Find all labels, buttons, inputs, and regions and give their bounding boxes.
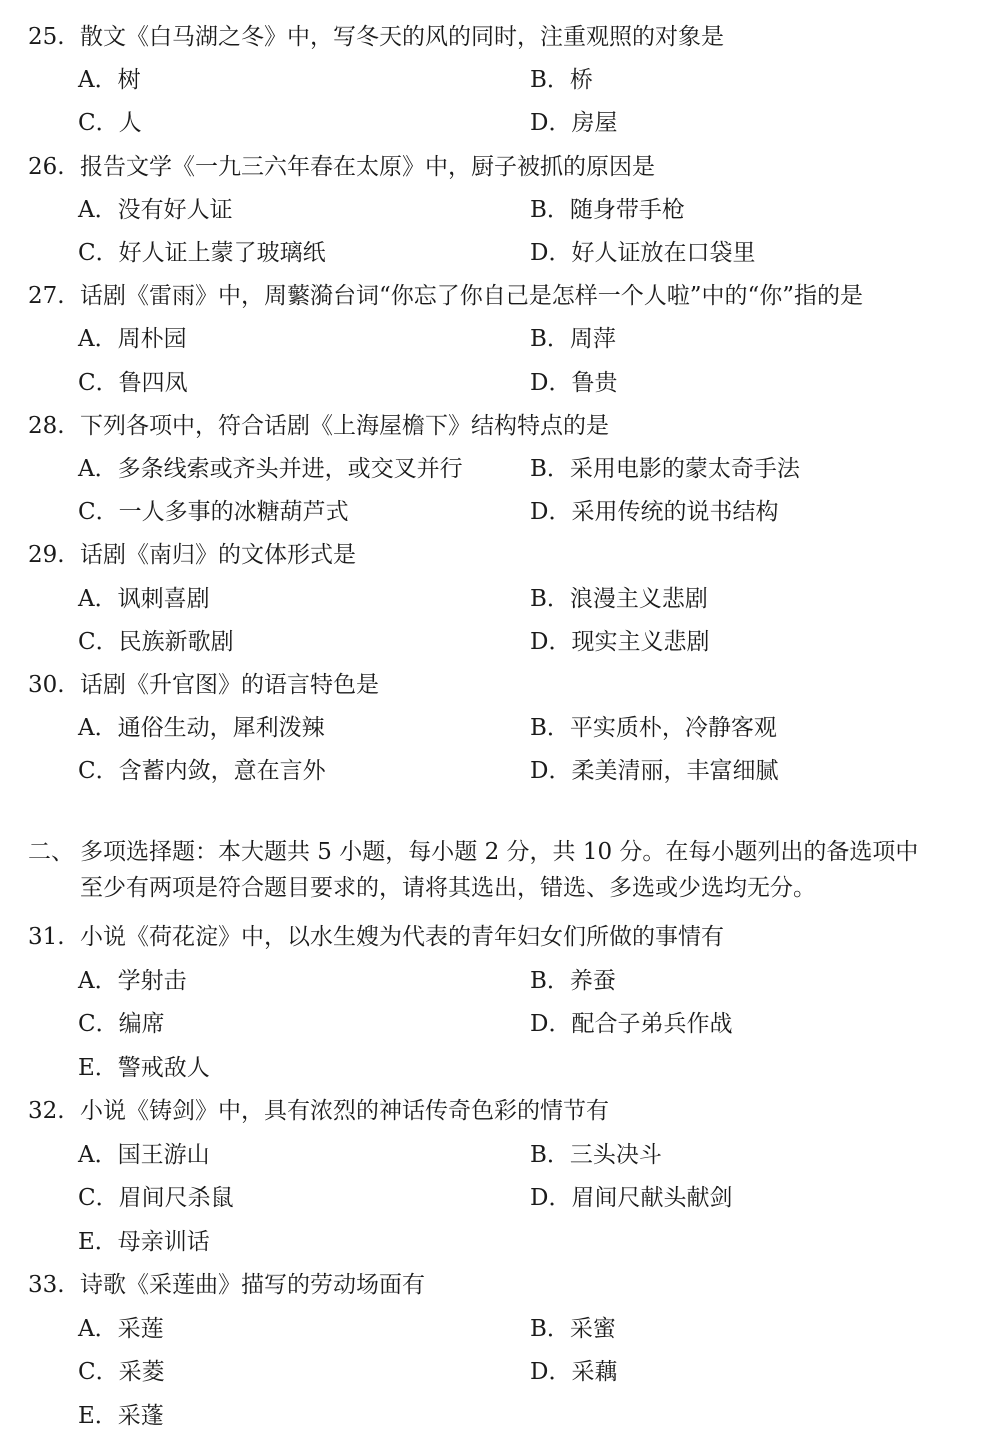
question-number: 25. bbox=[28, 24, 65, 50]
option-text: 人 bbox=[118, 110, 142, 137]
option-d bbox=[530, 103, 617, 143]
option-row bbox=[0, 492, 1003, 532]
option-d bbox=[530, 622, 709, 662]
option-text: 三头决斗 bbox=[569, 1141, 662, 1168]
option-letter: A． bbox=[78, 1141, 118, 1168]
option-d bbox=[530, 492, 778, 532]
question-stem-line bbox=[0, 147, 1003, 187]
option-text: 桥 bbox=[569, 67, 593, 94]
option-d bbox=[530, 1352, 617, 1392]
option-text: 采莲 bbox=[117, 1315, 164, 1342]
question-stem-line bbox=[0, 1265, 1003, 1305]
option-c bbox=[78, 751, 326, 791]
option-text: 好人证放在口袋里 bbox=[571, 240, 756, 266]
question-number: 33. bbox=[28, 1272, 65, 1298]
option-c bbox=[78, 103, 142, 143]
option-letter: D． bbox=[530, 758, 572, 785]
option-a bbox=[78, 60, 141, 100]
option-b bbox=[530, 579, 708, 619]
option-letter: C． bbox=[78, 628, 119, 655]
option-a bbox=[78, 1309, 164, 1349]
option-letter: A． bbox=[78, 715, 118, 742]
option-text: 采蜜 bbox=[569, 1315, 616, 1342]
option-text: 多条线索或齐头并进，或交叉并行 bbox=[117, 456, 463, 482]
option-row bbox=[0, 622, 1003, 662]
option-text: 柔美清丽，丰富细腻 bbox=[571, 758, 779, 785]
option-row bbox=[0, 1222, 1003, 1262]
option-b bbox=[530, 319, 616, 359]
option-text: 鲁四凤 bbox=[118, 369, 188, 396]
option-row bbox=[0, 1309, 1003, 1349]
option-letter: D． bbox=[530, 1359, 572, 1385]
option-letter: E． bbox=[78, 1402, 118, 1429]
option-text: 浪漫主义悲剧 bbox=[569, 585, 708, 612]
option-text: 通俗生动，犀利泼辣 bbox=[117, 715, 325, 742]
option-letter: D． bbox=[530, 110, 572, 137]
option-row bbox=[0, 190, 1003, 230]
option-text: 警戒敌人 bbox=[117, 1054, 210, 1081]
section-heading-line bbox=[0, 868, 1003, 908]
option-letter: C． bbox=[78, 758, 119, 785]
option-letter: D． bbox=[530, 369, 572, 396]
option-row bbox=[0, 751, 1003, 791]
option-b bbox=[530, 961, 616, 1001]
question-stem-line bbox=[0, 17, 1003, 57]
option-letter: A． bbox=[78, 456, 118, 482]
question-number: 29. bbox=[28, 542, 65, 569]
option-d bbox=[530, 751, 778, 791]
option-text: 采菱 bbox=[118, 1359, 165, 1385]
question-stem: 散文《白马湖之冬》中，写冬天的风的同时，注重观照的对象是 bbox=[80, 24, 724, 50]
question-number: 30. bbox=[28, 672, 65, 698]
option-letter: B． bbox=[530, 456, 570, 482]
option-letter: B． bbox=[530, 67, 570, 94]
option-text: 一人多事的冰糖葫芦式 bbox=[118, 499, 349, 526]
option-letter: E． bbox=[78, 1054, 118, 1081]
option-text: 眉间尺杀鼠 bbox=[118, 1185, 234, 1211]
section-instructions: 至少有两项是符合题目要求的，请将其选出，错选、多选或少选均无分。 bbox=[80, 875, 816, 901]
question-stem-line bbox=[0, 535, 1003, 575]
option-c bbox=[78, 1004, 165, 1044]
question-stem: 下列各项中，符合话剧《上海屋檐下》结构特点的是 bbox=[80, 412, 609, 439]
option-text: 采藕 bbox=[571, 1359, 618, 1385]
option-d bbox=[530, 363, 617, 403]
option-letter: B． bbox=[530, 715, 570, 742]
option-letter: C． bbox=[78, 110, 119, 137]
option-a bbox=[78, 1135, 210, 1175]
option-text: 国王游山 bbox=[117, 1141, 210, 1168]
question-stem: 小说《荷花淀》中，以水生嫂为代表的青年妇女们所做的事情有 bbox=[80, 924, 724, 950]
question-stem-line bbox=[0, 276, 1003, 316]
option-letter: C． bbox=[78, 1185, 119, 1211]
option-text: 树 bbox=[117, 67, 141, 94]
option-text: 母亲训话 bbox=[117, 1228, 210, 1255]
option-text: 周朴园 bbox=[117, 326, 187, 353]
option-text: 配合子弟兵作战 bbox=[571, 1011, 733, 1037]
option-a bbox=[78, 579, 210, 619]
option-text: 平实质朴，冷静客观 bbox=[569, 715, 777, 742]
question-stem: 诗歌《采莲曲》描写的劳动场面有 bbox=[80, 1272, 425, 1298]
option-row bbox=[0, 579, 1003, 619]
section-number: 二、 bbox=[28, 839, 74, 865]
option-row bbox=[0, 449, 1003, 489]
option-text: 含蓄内敛，意在言外 bbox=[118, 758, 326, 785]
option-letter: D． bbox=[530, 1011, 572, 1037]
option-text: 养蚕 bbox=[569, 967, 616, 994]
option-letter: A． bbox=[78, 196, 118, 223]
option-letter: A． bbox=[78, 585, 118, 612]
question-stem-line bbox=[0, 917, 1003, 957]
question-number: 26. bbox=[28, 153, 65, 180]
question-number: 31. bbox=[28, 924, 65, 950]
option-letter: C． bbox=[78, 240, 119, 266]
option-letter: D． bbox=[530, 1185, 572, 1211]
option-letter: A． bbox=[78, 1315, 118, 1342]
option-b bbox=[530, 708, 777, 748]
question-number: 27. bbox=[28, 283, 65, 310]
option-row bbox=[0, 708, 1003, 748]
question-stem: 报告文学《一九三六年春在太原》中，厨子被抓的原因是 bbox=[80, 153, 655, 180]
option-row bbox=[0, 1396, 1003, 1436]
option-e bbox=[78, 1222, 210, 1262]
option-text: 房屋 bbox=[571, 110, 618, 137]
option-a bbox=[78, 319, 187, 359]
question-stem: 小说《铸剑》中，具有浓烈的神话传奇色彩的情节有 bbox=[80, 1098, 609, 1124]
option-row bbox=[0, 1352, 1003, 1392]
option-row bbox=[0, 1178, 1003, 1218]
option-letter: C． bbox=[78, 499, 119, 526]
question-stem: 话剧《升官图》的语言特色是 bbox=[80, 672, 379, 698]
option-letter: C． bbox=[78, 1359, 119, 1385]
option-e bbox=[78, 1396, 164, 1436]
option-d bbox=[530, 1178, 732, 1218]
option-b bbox=[530, 1309, 616, 1349]
option-text: 民族新歌剧 bbox=[118, 628, 234, 655]
option-b bbox=[530, 60, 593, 100]
option-row bbox=[0, 233, 1003, 273]
option-a bbox=[78, 190, 233, 230]
option-b bbox=[530, 1135, 662, 1175]
question-stem-line bbox=[0, 406, 1003, 446]
option-letter: E． bbox=[78, 1228, 118, 1255]
option-c bbox=[78, 233, 326, 273]
option-row bbox=[0, 363, 1003, 403]
option-row bbox=[0, 319, 1003, 359]
option-text: 随身带手枪 bbox=[569, 196, 685, 223]
option-row bbox=[0, 961, 1003, 1001]
option-letter: B． bbox=[530, 967, 570, 994]
question-stem-line bbox=[0, 665, 1003, 705]
option-row bbox=[0, 1004, 1003, 1044]
question-stem: 话剧《南归》的文体形式是 bbox=[80, 542, 356, 569]
option-d bbox=[530, 233, 755, 273]
option-text: 眉间尺献头献剑 bbox=[571, 1185, 733, 1211]
option-a bbox=[78, 449, 463, 489]
option-letter: B． bbox=[530, 1141, 570, 1168]
option-row bbox=[0, 1048, 1003, 1088]
option-c bbox=[78, 363, 188, 403]
question-number: 28. bbox=[28, 412, 65, 439]
option-letter: C． bbox=[78, 1011, 119, 1037]
option-b bbox=[530, 190, 685, 230]
option-letter: B． bbox=[530, 585, 570, 612]
option-c bbox=[78, 622, 234, 662]
option-c bbox=[78, 492, 349, 532]
option-letter: A． bbox=[78, 67, 118, 94]
option-letter: A． bbox=[78, 326, 118, 353]
option-row bbox=[0, 60, 1003, 100]
option-text: 周萍 bbox=[569, 326, 616, 353]
option-letter: D． bbox=[530, 499, 572, 526]
option-text: 讽刺喜剧 bbox=[117, 585, 210, 612]
option-letter: D． bbox=[530, 240, 572, 266]
option-letter: A． bbox=[78, 967, 118, 994]
option-text: 采用电影的蒙太奇手法 bbox=[569, 456, 800, 482]
option-text: 现实主义悲剧 bbox=[571, 628, 710, 655]
question-stem: 话剧《雷雨》中，周蘩漪台词“你忘了你自己是怎样一个人啦”中的“你”指的是 bbox=[80, 283, 864, 310]
option-text: 学射击 bbox=[117, 967, 187, 994]
option-letter: C． bbox=[78, 369, 119, 396]
option-text: 没有好人证 bbox=[117, 196, 233, 223]
option-text: 鲁贵 bbox=[571, 369, 618, 396]
option-text: 采用传统的说书结构 bbox=[571, 499, 779, 526]
option-c bbox=[78, 1352, 165, 1392]
question-stem-line bbox=[0, 1091, 1003, 1131]
section-heading-line bbox=[0, 832, 1003, 872]
option-b bbox=[530, 449, 800, 489]
option-text: 采蓬 bbox=[117, 1402, 164, 1429]
option-row bbox=[0, 103, 1003, 143]
option-a bbox=[78, 961, 187, 1001]
option-letter: D． bbox=[530, 628, 572, 655]
option-text: 好人证上蒙了玻璃纸 bbox=[118, 240, 326, 266]
option-row bbox=[0, 1135, 1003, 1175]
option-c bbox=[78, 1178, 234, 1218]
option-letter: B． bbox=[530, 1315, 570, 1342]
option-letter: B． bbox=[530, 326, 570, 353]
question-number: 32. bbox=[28, 1098, 65, 1124]
option-a bbox=[78, 708, 325, 748]
section-instructions: 多项选择题：本大题共 5 小题，每小题 2 分，共 10 分。在每小题列出的备选项中 bbox=[80, 839, 919, 865]
option-text: 编席 bbox=[118, 1011, 165, 1037]
option-letter: B． bbox=[530, 196, 570, 223]
option-d bbox=[530, 1004, 732, 1044]
option-e bbox=[78, 1048, 210, 1088]
